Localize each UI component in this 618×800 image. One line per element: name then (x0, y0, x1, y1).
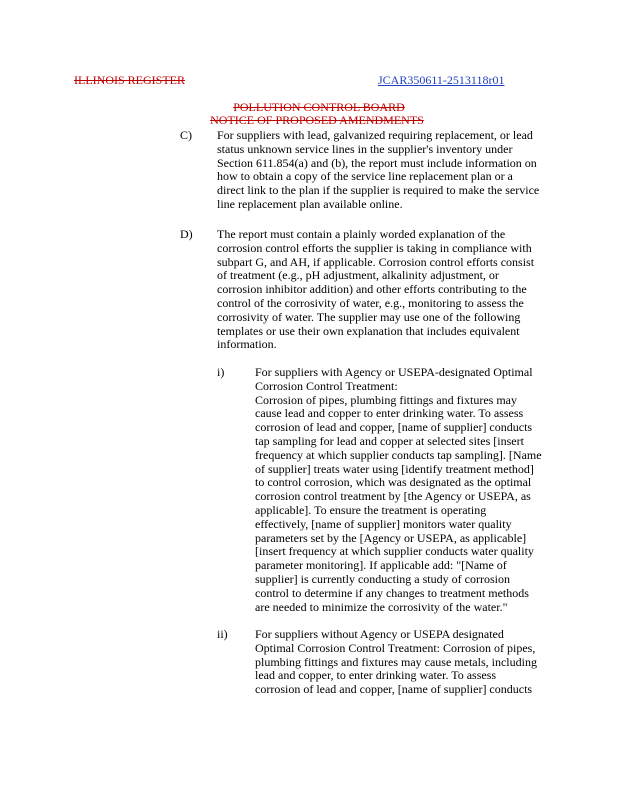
subsection-label-ii: ii) (217, 627, 228, 641)
text-line: corrosion control efforts the supplier is taking in compliance with (217, 240, 532, 255)
text-line: corrosion inhibitor addition) and other efforts contributing to the (217, 282, 527, 297)
text-line: information. (217, 337, 277, 352)
jcar-document-id[interactable]: JCAR350611-2513118r01 (378, 73, 505, 87)
text-line: line replacement plan available online. (217, 196, 403, 211)
text-line: supplier] is currently conducting a study of corrosion (255, 571, 510, 586)
text-line: control of the corrosivity of water, e.g., monitoring to assess the (217, 295, 524, 310)
text-line: For suppliers without Agency or USEPA designated (255, 627, 504, 641)
text-line: of treatment (e.g., pH adjustment, alkalinity adjustment, or (217, 268, 499, 283)
text-line: The report must contain a plainly worded explanation of the (217, 227, 506, 241)
text-line: cause lead and copper to enter drinking water. To assess (255, 406, 524, 421)
text-line: to control corrosion, which was designated as the optimal (255, 475, 532, 490)
text-line: plumbing fittings and fixtures may cause metals, including (255, 654, 537, 669)
text-line: corrosion of lead and copper, [name of supplier] conducts (255, 420, 533, 435)
text-line: Optimal Corrosion Control Treatment: Corrosion of pipes, (255, 640, 536, 655)
text-line: corrosivity of water. The supplier may use one of the following (217, 309, 521, 324)
section-label-c: C) (180, 128, 192, 142)
text-line: For suppliers with Agency or USEPA-designated Optimal (255, 365, 533, 379)
text-line: For suppliers with lead, galvanized requiring replacement, or lead (217, 128, 533, 142)
text-line: applicable]. To ensure the treatment is operating (255, 502, 487, 517)
subsection-ii-text (255, 628, 537, 697)
text-line: Section 611.854(a) and (b), the report must include information on (217, 155, 537, 170)
text-line: of supplier] treats water using [identify treatment method] (255, 461, 534, 476)
section-d-text (217, 228, 534, 352)
text-line: [insert frequency at which supplier conducts water quality (255, 544, 534, 559)
text-line: status unknown service lines in the supplier's inventory under (217, 141, 513, 156)
text-line: Corrosion of pipes, plumbing fittings and fixtures may (255, 392, 517, 407)
text-line: direct link to the plan if the supplier is required to make the service (217, 183, 540, 198)
subsection-i-text (255, 366, 542, 614)
text-line: subpart G, and AH, if applicable. Corrosion control efforts consist (217, 254, 535, 269)
text-line: control to determine if any changes to treatment methods (255, 585, 529, 600)
subsection-label-i: i) (217, 365, 225, 379)
board-title: POLLUTION CONTROL BOARD (233, 100, 405, 114)
text-line: parameter monitoring]. If applicable add: "[Name of (255, 558, 507, 573)
section-c-text (217, 129, 539, 212)
notice-title: NOTICE OF PROPOSED AMENDMENTS (210, 113, 424, 127)
text-line: are needed to minimize the corrosivity of the water." (255, 599, 508, 614)
text-line: tap sampling for lead and copper at selected sites [insert (255, 433, 524, 448)
text-line: frequency at which supplier conducts tap sampling]. [Name (255, 447, 542, 462)
text-line: parameters set by the [Agency or USEPA, as applicable] (255, 530, 527, 545)
text-line: how to obtain a copy of the service line replacement plan or a (217, 169, 513, 184)
text-line: corrosion of lead and copper, [name of supplier] conducts (255, 682, 533, 697)
text-line: lead and copper, to enter drinking water. To assess (255, 668, 497, 683)
text-line: templates or use their own explanation that includes equivalent (217, 323, 520, 338)
text-line: effectively, [name of supplier] monitors water quality (255, 516, 512, 531)
text-line: corrosion control treatment by [the Agency or USEPA, as (255, 489, 531, 504)
section-label-d: D) (180, 227, 193, 241)
text-line: Corrosion Control Treatment: (255, 378, 398, 393)
register-header: ILLINOIS REGISTER (74, 73, 185, 87)
